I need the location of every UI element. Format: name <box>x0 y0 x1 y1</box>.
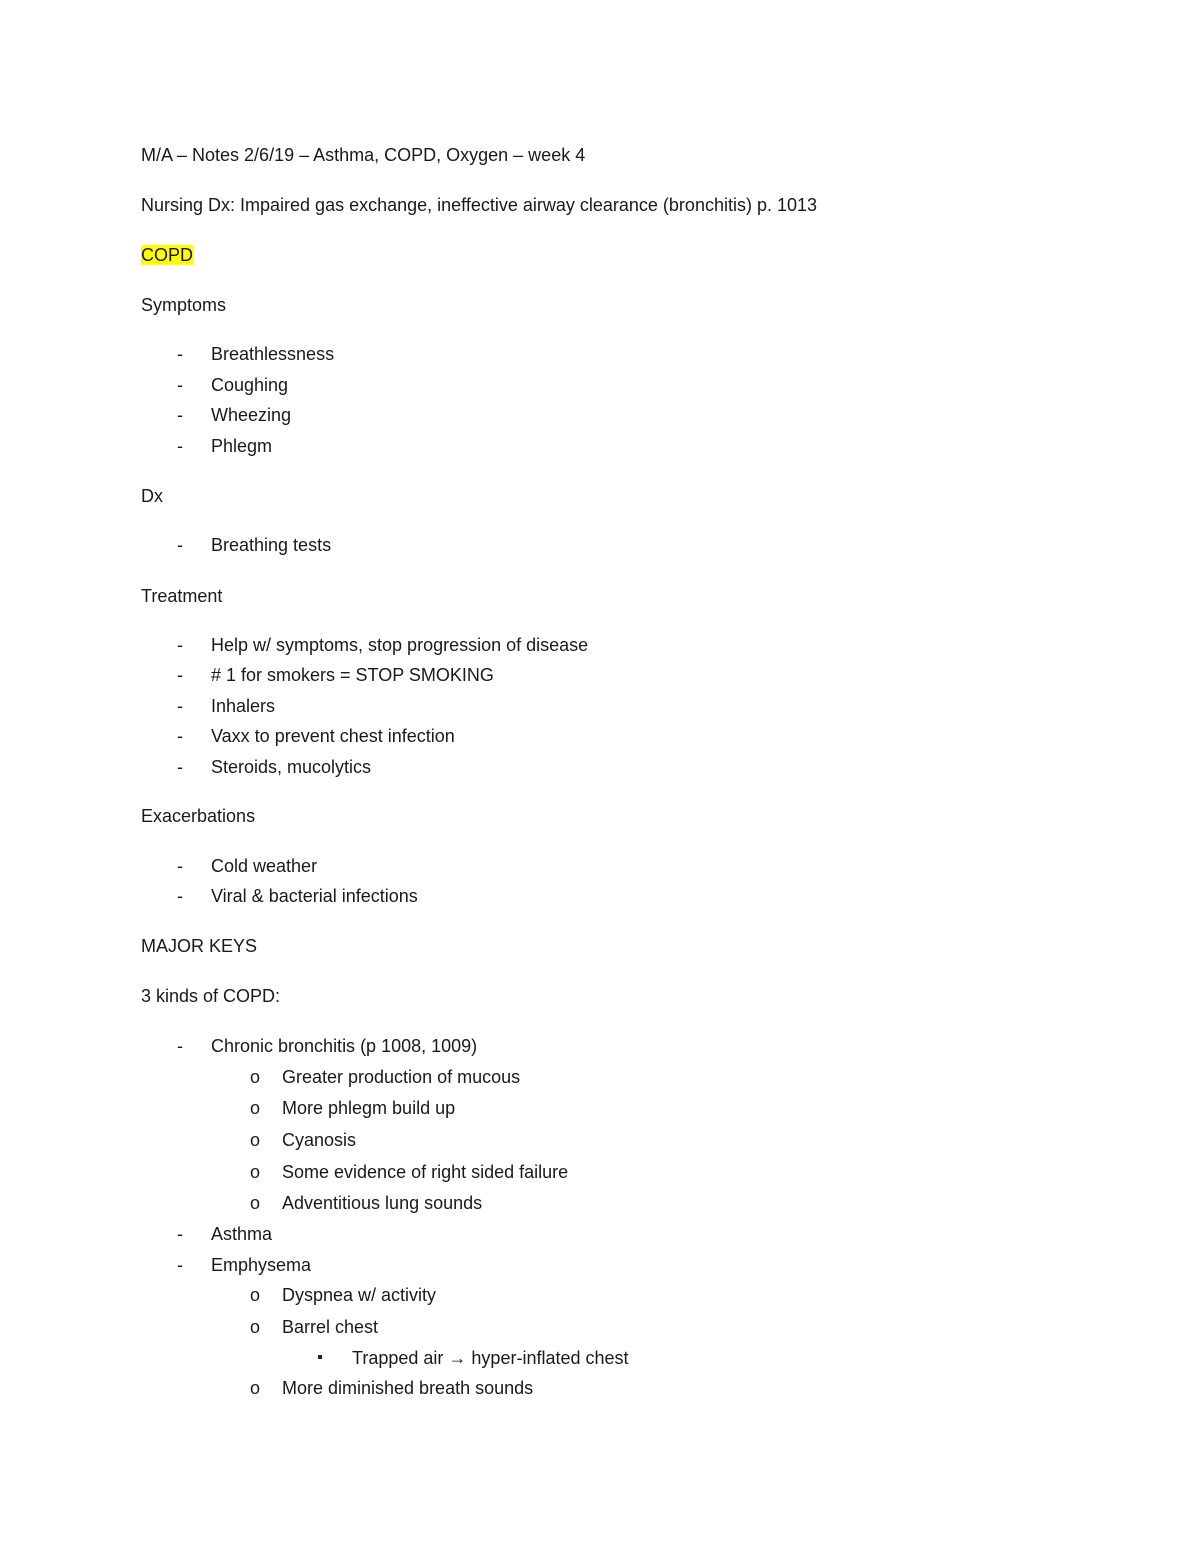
dash-bullet: - <box>177 535 183 555</box>
list-item-text: Viral & bacterial infections <box>211 886 418 906</box>
hyperinflated-text: hyper-inflated chest <box>471 1348 629 1368</box>
copd-highlight: COPD <box>141 245 194 265</box>
circle-bullet: o <box>249 1162 260 1182</box>
list-item-text: Some evidence of right sided failure <box>282 1162 569 1182</box>
list-item-text: Inhalers <box>211 696 276 716</box>
circle-bullet: o <box>249 1193 260 1213</box>
circle-bullet: o <box>249 1067 260 1087</box>
list-item-text: Breathlessness <box>211 344 335 364</box>
dash-bullet: - <box>177 1224 183 1244</box>
symptoms-heading: Symptoms <box>141 295 227 315</box>
dash-bullet: - <box>177 375 183 395</box>
list-item-text: Coughing <box>211 375 289 395</box>
list-item-text: Asthma <box>211 1224 273 1244</box>
major-keys-heading: MAJOR KEYS <box>141 936 258 956</box>
circle-bullet: o <box>249 1378 260 1398</box>
list-item-text: More phlegm build up <box>282 1098 456 1118</box>
document-title: M/A – Notes 2/6/19 – Asthma, COPD, Oxygen – week 4 <box>141 145 586 165</box>
list-item-text: Cold weather <box>211 856 318 876</box>
dash-bullet: - <box>177 726 183 746</box>
dx-heading: Dx <box>141 486 163 506</box>
circle-bullet: o <box>249 1285 260 1305</box>
dash-bullet: - <box>177 405 183 425</box>
dash-bullet: - <box>177 1255 183 1275</box>
dash-bullet: - <box>177 1036 183 1056</box>
list-item-text: Chronic bronchitis (p 1008, 1009) <box>211 1036 478 1056</box>
dash-bullet: - <box>177 436 183 456</box>
circle-bullet: o <box>249 1130 260 1150</box>
list-item-text: Emphysema <box>211 1255 312 1275</box>
list-item-text: Dyspnea w/ activity <box>282 1285 437 1305</box>
nursing-dx-line: Nursing Dx: Impaired gas exchange, ineffective airway clearance (bronchitis) p. 1013 <box>141 195 818 215</box>
list-item-text: More diminished breath sounds <box>282 1378 534 1398</box>
kinds-heading: 3 kinds of COPD: <box>141 986 281 1006</box>
list-item-text: Phlegm <box>211 436 273 456</box>
circle-bullet: o <box>249 1317 260 1337</box>
dash-bullet: - <box>177 696 183 716</box>
exacerbations-heading: Exacerbations <box>141 806 256 826</box>
list-item-text: Adventitious lung sounds <box>282 1193 483 1213</box>
dash-bullet: - <box>177 344 183 364</box>
dash-bullet: - <box>177 757 183 777</box>
arrow-right-icon: → <box>448 1348 467 1368</box>
treatment-heading: Treatment <box>141 586 223 606</box>
circle-bullet: o <box>249 1098 260 1118</box>
list-item-text: Help w/ symptoms, stop progression of disease <box>211 635 589 655</box>
trapped-air-text: Trapped air <box>352 1348 444 1368</box>
list-item-text: # 1 for smokers = STOP SMOKING <box>211 665 494 685</box>
dash-bullet: - <box>177 856 183 876</box>
list-item-text <box>352 1346 629 1370</box>
dash-bullet: - <box>177 635 183 655</box>
list-item-text: Barrel chest <box>282 1317 379 1337</box>
list-item-text: Steroids, mucolytics <box>211 757 372 777</box>
list-item-text: Breathing tests <box>211 535 332 555</box>
dash-bullet: - <box>177 665 183 685</box>
list-item-text: Vaxx to prevent chest infection <box>211 726 455 746</box>
list-item-text: Wheezing <box>211 405 292 425</box>
list-item-text: Greater production of mucous <box>282 1067 521 1087</box>
copd-heading <box>141 243 193 267</box>
list-item-text: Cyanosis <box>282 1130 357 1150</box>
dash-bullet: - <box>177 886 183 906</box>
square-bullet: ▪ <box>317 1349 323 1366</box>
